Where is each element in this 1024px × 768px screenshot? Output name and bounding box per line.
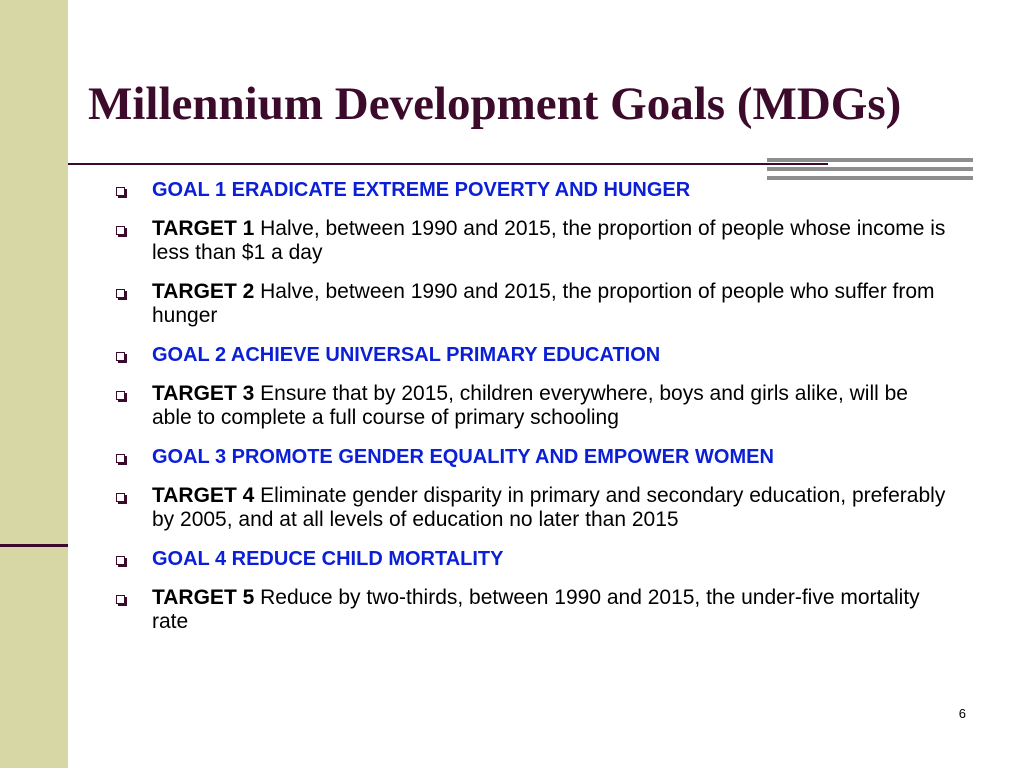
square-bullet-icon	[116, 454, 125, 463]
bullet-item	[110, 178, 950, 202]
bullet-text: Halve, between 1990 and 2015, the proportion of people whose income is less than $1 a day	[152, 217, 946, 264]
bullet-lead: TARGET 1	[152, 217, 255, 240]
bullet-item	[110, 484, 950, 532]
square-bullet-icon	[116, 187, 125, 196]
bullet-list	[110, 178, 950, 649]
side-bar	[0, 0, 68, 768]
bullet-item	[110, 280, 950, 328]
square-bullet-icon	[116, 226, 125, 235]
decor-stripe	[767, 158, 973, 162]
bullet-lead: GOAL 4 REDUCE CHILD MORTALITY	[152, 548, 504, 570]
square-bullet-icon	[116, 352, 125, 361]
bullet-lead: TARGET 5	[152, 586, 255, 609]
bullet-text: Eliminate gender disparity in primary and secondary education, preferably by 2005, and at all levels of education no later than 2015	[152, 484, 946, 531]
bullet-text: Halve, between 1990 and 2015, the proportion of people who suffer from hunger	[152, 280, 935, 327]
bullet-item	[110, 343, 950, 367]
bullet-item	[110, 547, 950, 571]
square-bullet-icon	[116, 391, 125, 400]
bullet-lead: TARGET 3	[152, 382, 255, 405]
slide-title: Millennium Development Goals (MDGs)	[88, 78, 902, 130]
bullet-text: Ensure that by 2015, children everywhere, boys and girls alike, will be able to complete a full course of primary schooling	[152, 382, 908, 429]
bullet-item	[110, 217, 950, 265]
bullet-lead: GOAL 2 ACHIEVE UNIVERSAL PRIMARY EDUCATION	[152, 344, 661, 366]
bullet-lead: TARGET 2	[152, 280, 255, 303]
bullet-lead: TARGET 4	[152, 484, 255, 507]
title-rule	[68, 163, 828, 165]
bullet-item	[110, 445, 950, 469]
square-bullet-icon	[116, 493, 125, 502]
square-bullet-icon	[116, 289, 125, 298]
decor-stripe	[767, 167, 973, 171]
square-bullet-icon	[116, 556, 125, 565]
bullet-item	[110, 382, 950, 430]
page-number: 6	[958, 706, 966, 721]
bullet-lead: GOAL 1 ERADICATE EXTREME POVERTY AND HUNGER	[152, 179, 691, 201]
square-bullet-icon	[116, 595, 125, 604]
bullet-item	[110, 586, 950, 634]
side-rule	[0, 544, 68, 547]
bullet-lead: GOAL 3 PROMOTE GENDER EQUALITY AND EMPOWER WOMEN	[152, 446, 774, 468]
bullet-text: Reduce by two-thirds, between 1990 and 2015, the under-five mortality rate	[152, 586, 920, 633]
